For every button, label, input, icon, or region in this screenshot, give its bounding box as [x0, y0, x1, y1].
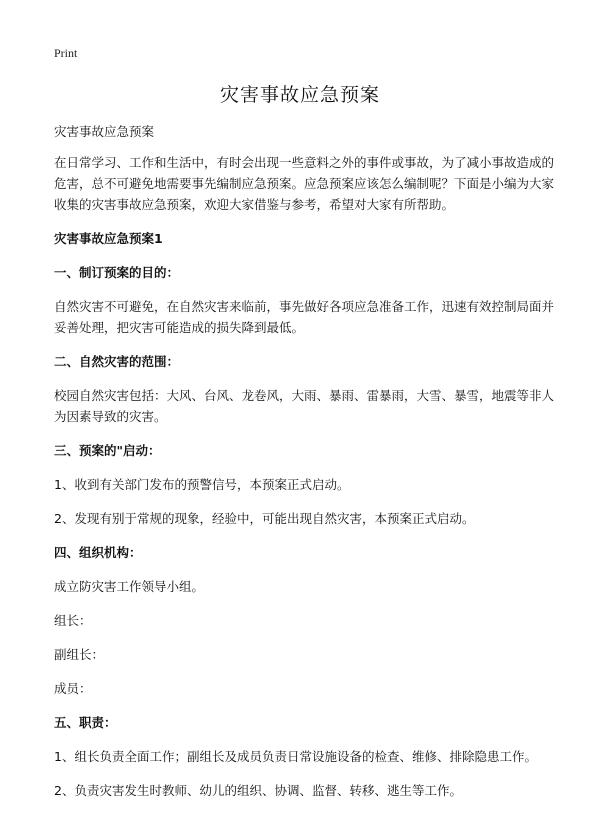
section-heading-organization: 四、组织机构：	[54, 545, 142, 560]
section-heading-activation: 三、预案的"启动：	[54, 443, 161, 458]
section-heading-scope: 二、自然灾害的范围：	[54, 354, 180, 369]
document-subtitle: 灾害事故应急预案	[54, 124, 155, 139]
list-item: 1、收到有关部门发布的预警信号，本预案正式启动。	[54, 477, 350, 492]
section-paragraph: 自然灾害不可避免，在自然灾害来临前，事先做好各项应急准备工作，迅速有效控制局面并妥善处理，把灾害可能造成的损失降到最低。	[54, 299, 555, 335]
section-heading-duties: 五、职责：	[54, 715, 117, 730]
document-body	[54, 121, 554, 814]
print-link[interactable]: Print	[54, 46, 78, 60]
section-heading-purpose: 一、制订预案的目的：	[54, 265, 180, 280]
intro-paragraph: 在日常学习、工作和生活中，有时会出现一些意料之外的事件或事故，为了减小事故造成的危害，总不可避免地需要事先编制应急预案。应急预案应该怎么编制呢？下面是小编为大家收集的灾害事故应急预案，欢迎大家借鉴与参考，希望对大家有所帮助。	[54, 155, 555, 212]
members-field-label: 成员：	[54, 681, 92, 696]
leader-field-label: 组长：	[54, 613, 92, 628]
section-paragraph: 成立防灾害工作领导小组。	[54, 579, 205, 594]
plan-heading: 灾害事故应急预案1	[54, 231, 163, 246]
list-item: 2、负责灾害发生时教师、幼儿的组织、协调、监督、转移、逃生等工作。	[54, 783, 462, 798]
section-paragraph: 校园自然灾害包括：大风、台风、龙卷风，大雨、暴雨、雷暴雨，大雪、暴雪，地震等非人为因素导致的灾害。	[54, 388, 555, 424]
page-title: 灾害事故应急预案	[219, 84, 380, 106]
list-item: 1、组长负责全面工作；副组长及成员负责日常设施设备的检查、维修、排除隐患工作。	[54, 749, 537, 764]
list-item: 2、发现有别于常规的现象，经验中，可能出现自然灾害，本预案正式启动。	[54, 511, 475, 526]
deputy-leader-field-label: 副组长：	[54, 647, 105, 662]
